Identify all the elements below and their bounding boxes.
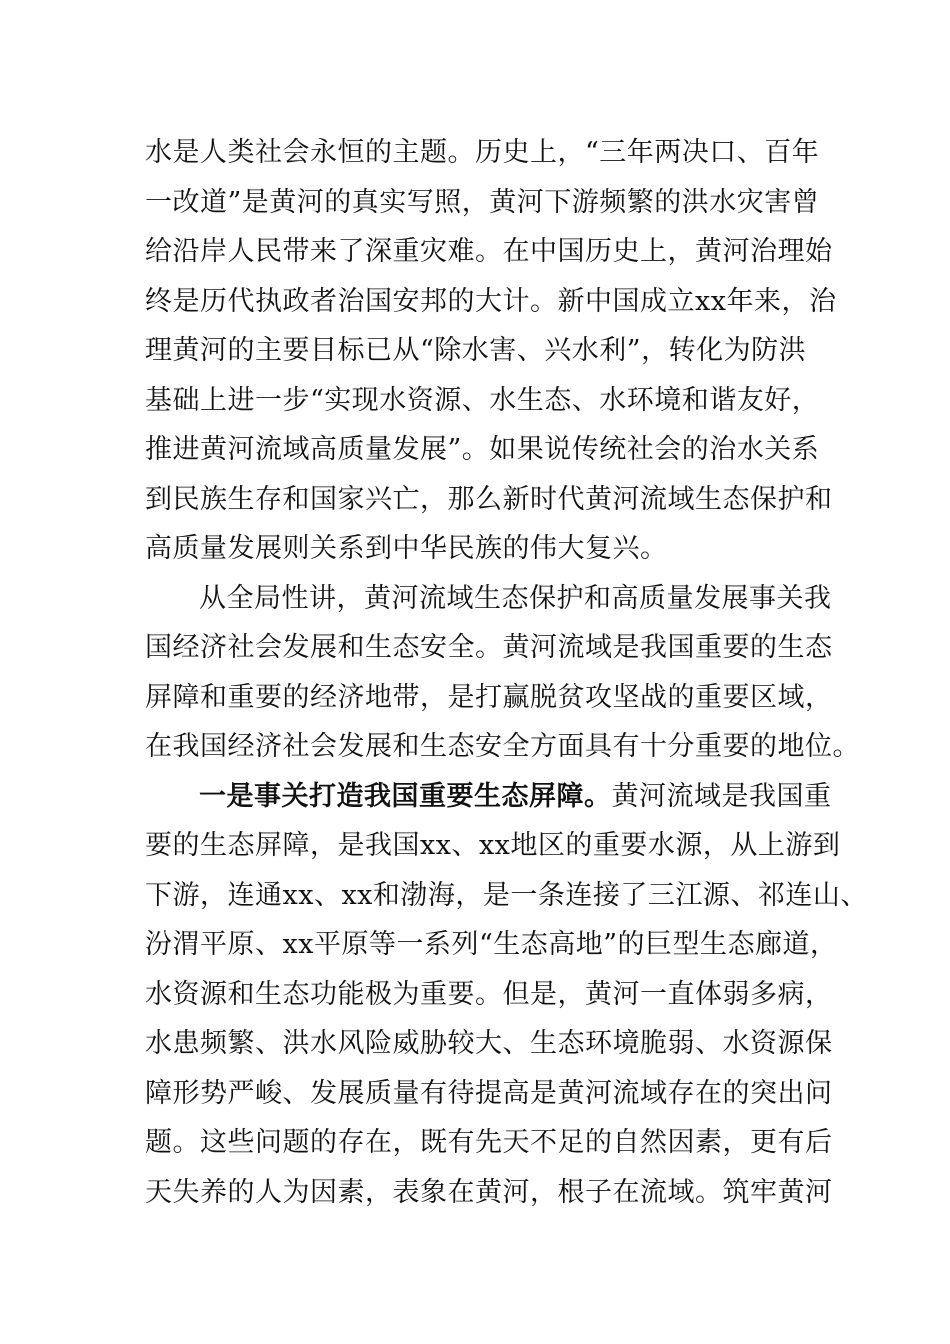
text-line: 给沿岸人民带来了深重灾难。在中国历史上，黄河治理始 xyxy=(145,236,833,267)
text-line: 题。这些问题的存在，既有先天不足的自然因素，更有后 xyxy=(145,1127,833,1158)
text-line: 到民族生存和国家兴亡，那么新时代黄河流域生态保护和 xyxy=(145,483,833,515)
text-line: 理黄河的主要目标已从“除水害、兴水利”，转化为防洪 xyxy=(145,335,807,366)
text-line: 要的生态屏障，是我国xx、xx地区的重要水源，从上游到 xyxy=(145,830,841,861)
document-page xyxy=(145,128,868,1217)
text-line: 天失养的人为因素，表象在黄河，根子在流域。筑牢黄河 xyxy=(145,1176,833,1208)
text-line: 终是历代执政者治国安邦的大计。新中国成立xx年来，治 xyxy=(145,285,837,317)
bold-lead-heading: 一是事关打造我国重要生态屏障。 xyxy=(199,780,612,812)
text-line: 水患频繁、洪水风险威胁较大、生态环境脆弱、水资源保 xyxy=(145,1028,833,1059)
text-line: 屏障和重要的经济地带，是打赢脱贫攻坚战的重要区域， xyxy=(145,681,833,713)
text-line: 基础上进一步“实现水资源、水生态、水环境和谐友好， xyxy=(145,384,820,416)
text-line: 国经济社会发展和生态安全。黄河流域是我国重要的生态 xyxy=(145,632,833,663)
text-line: 在我国经济社会发展和生态安全方面具有十分重要的地位。 xyxy=(145,731,860,762)
paragraph-history xyxy=(145,128,837,574)
text-line: 水资源和生态功能极为重要。但是，黄河一直体弱多病， xyxy=(145,978,833,1010)
text-line: 障形势严峻、发展质量有待提高是黄河流域存在的突出问 xyxy=(145,1077,833,1109)
paragraph-ecological-barrier xyxy=(145,772,868,1218)
text-line: 高质量发展则关系到中华民族的伟大复兴。 xyxy=(145,533,668,564)
text-line: 水是人类社会永恒的主题。历史上，“三年两决口、百年 xyxy=(145,137,820,168)
text-line-first xyxy=(145,772,832,822)
text-line: 一改道”是黄河的真实写照，黄河下游频繁的洪水灾害曾 xyxy=(145,186,820,218)
text-line: 推进黄河流域高质量发展”。如果说传统社会的治水关系 xyxy=(145,434,820,465)
text-line: 汾渭平原、xx平原等一系列“生态高地”的巨型生态廊道， xyxy=(145,929,838,960)
paragraph-overall xyxy=(145,574,860,772)
text-line: 下游，连通xx、xx和渤海，是一条连接了三江源、祁连山、 xyxy=(145,879,868,911)
text-line: 从全局性讲，黄河流域生态保护和高质量发展事关我 xyxy=(199,582,832,614)
text-line-rest: 黄河流域是我国重 xyxy=(611,780,832,812)
